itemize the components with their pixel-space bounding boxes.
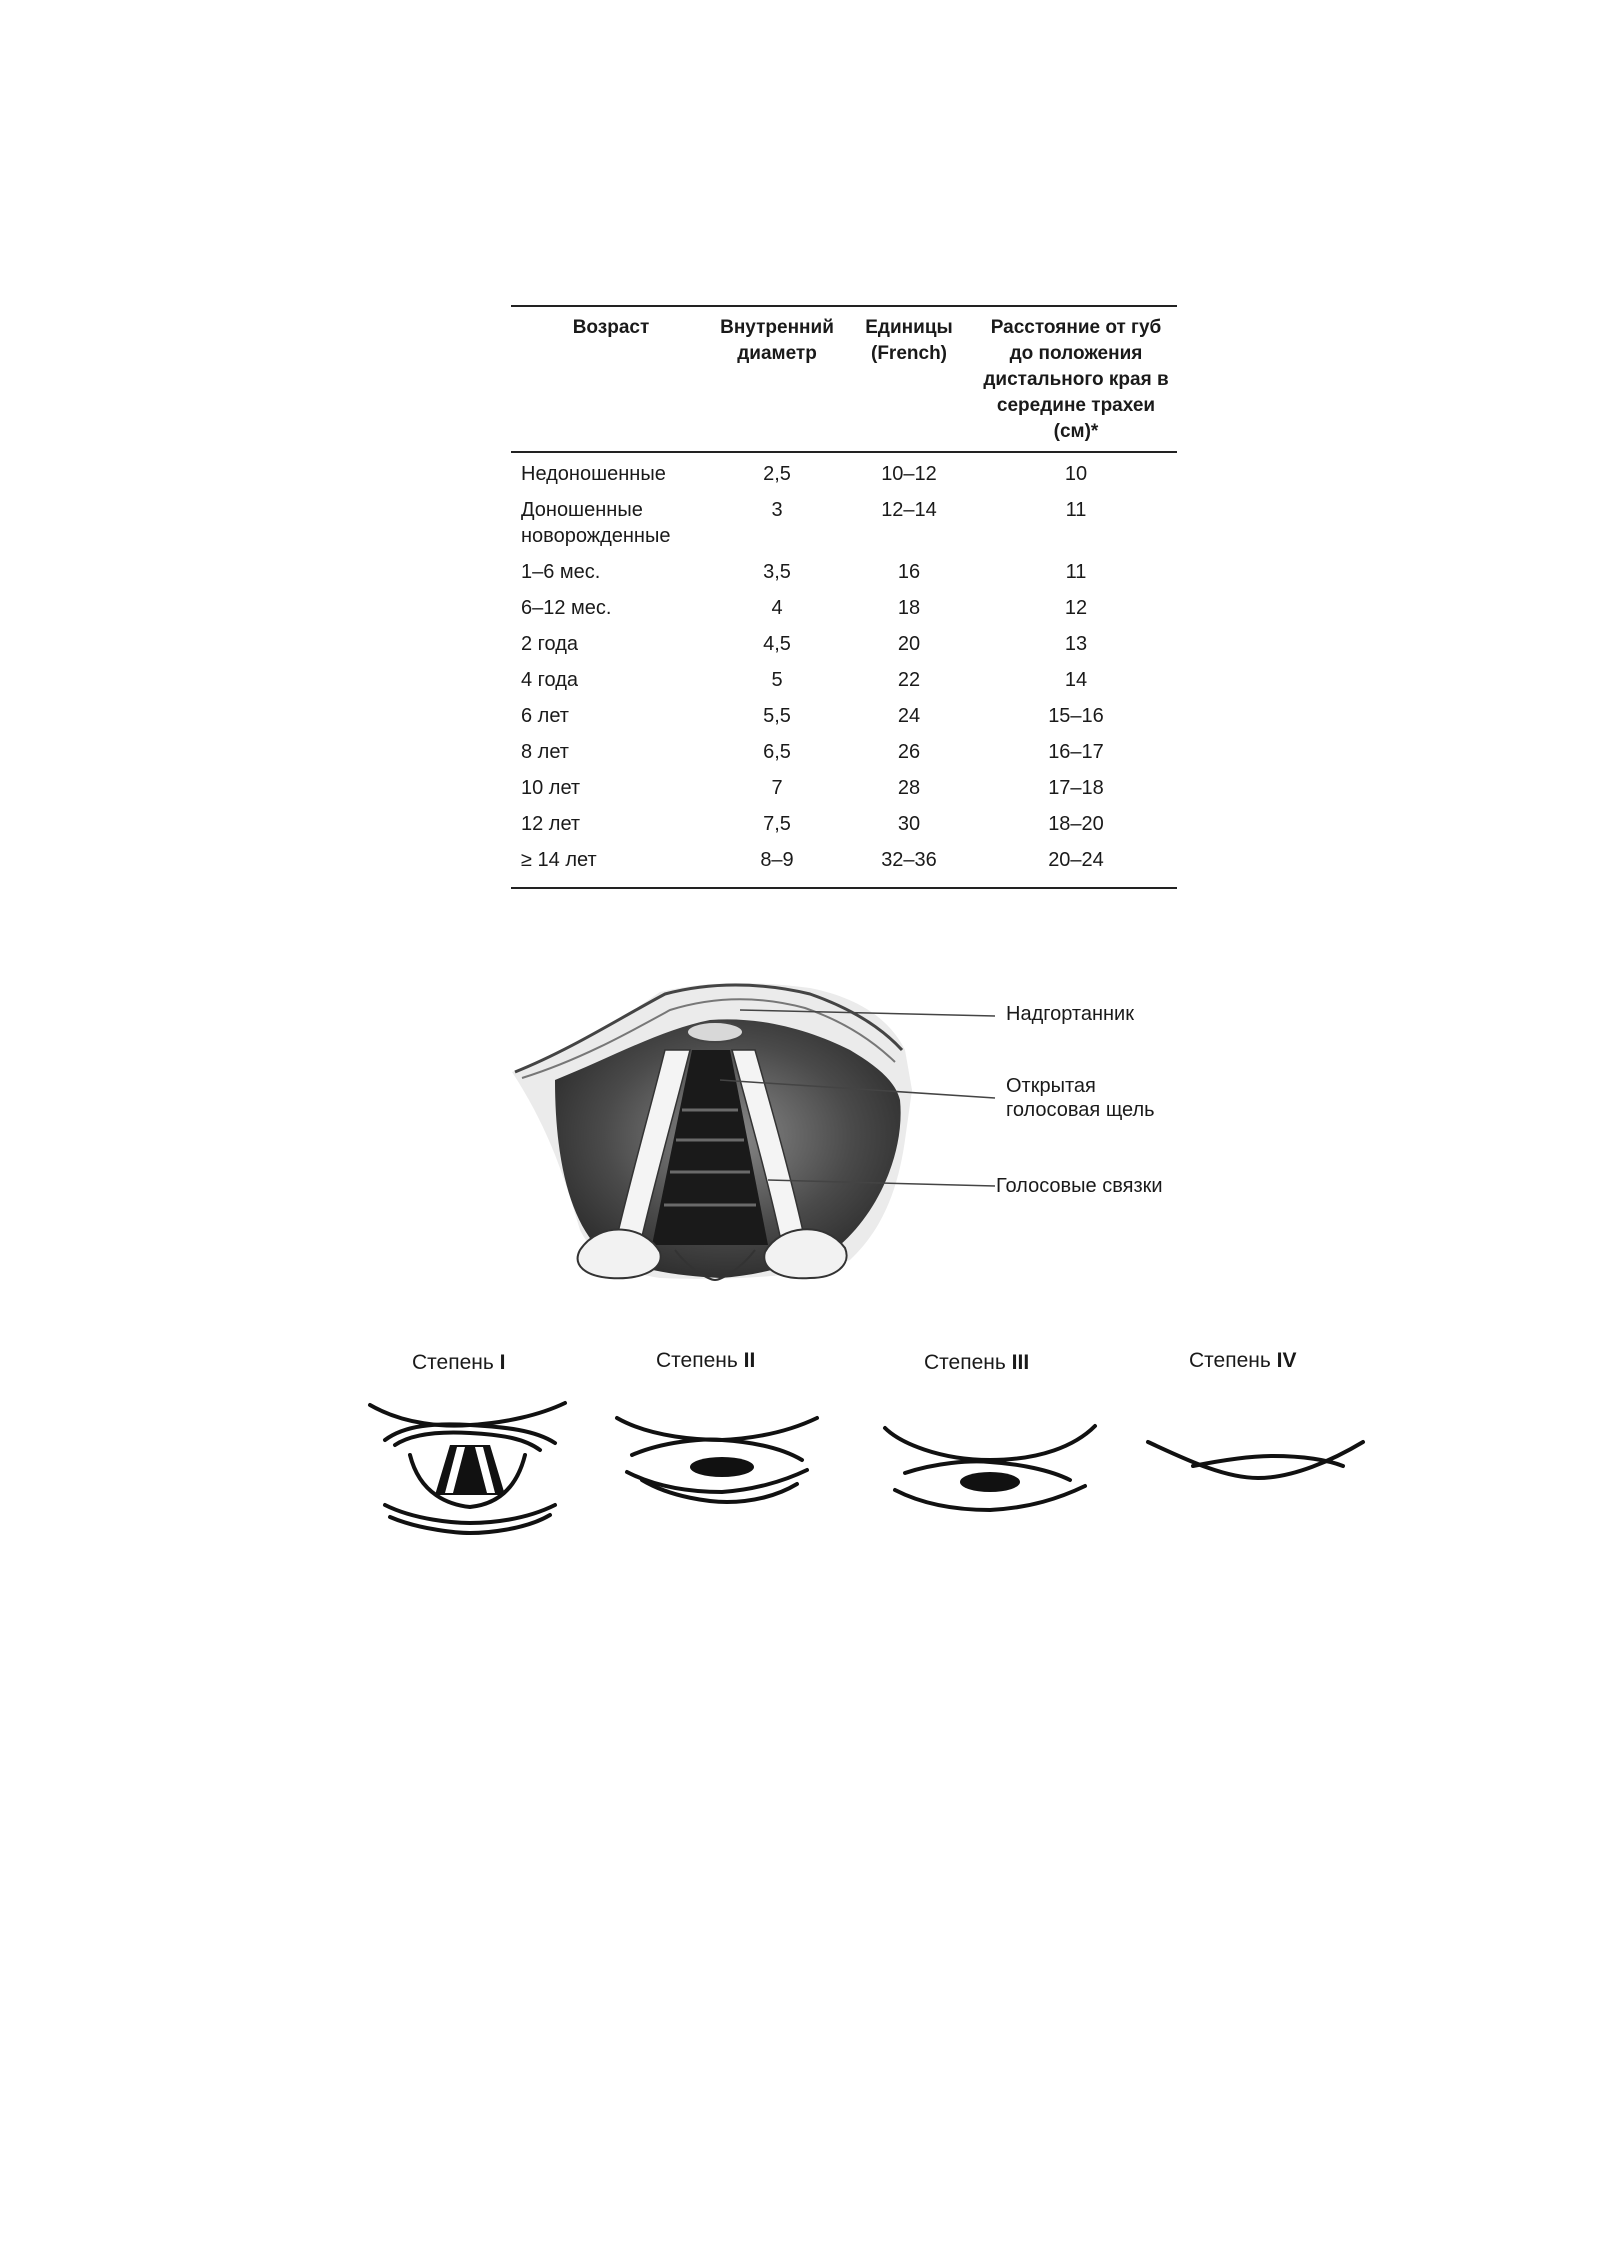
grade-2-drawing xyxy=(612,1410,822,1510)
label-vocal-cords: Голосовые связки xyxy=(996,1175,1163,1197)
cell-french-units: 18 xyxy=(897,597,921,619)
table-header-row xyxy=(511,306,1177,452)
grade-3-drawing xyxy=(880,1418,1100,1518)
cell-inner-diameter: 5,5 xyxy=(763,705,791,727)
table-row-term-newborn xyxy=(511,493,1177,555)
table-body xyxy=(511,452,1177,888)
grade-2-title: Степень II xyxy=(656,1349,756,1372)
cell-french-units: 24 xyxy=(897,705,921,727)
cell-french-units: 10–12 xyxy=(881,463,937,485)
table-row-6-years xyxy=(511,699,1177,735)
cell-lip-distance: 11 xyxy=(1065,561,1087,583)
cell-inner-diameter: 4 xyxy=(771,597,783,619)
tube-size-table xyxy=(511,305,1177,889)
cell-inner-diameter: 2,5 xyxy=(763,463,791,485)
label-open-glottis-line1: Открытая xyxy=(1006,1075,1096,1097)
cell-lip-distance: 17–18 xyxy=(1048,777,1104,799)
header-french-units: Единицы (French) xyxy=(865,317,953,364)
cell-age: 12 лет xyxy=(521,813,581,835)
header-lip-distance: Расстояние от губ до положения дистального края в середине трахеи (см)* xyxy=(983,317,1169,442)
grade-1-title: Степень I xyxy=(412,1351,506,1374)
grade-4-drawing xyxy=(1143,1430,1368,1490)
label-epiglottis: Надгортанник xyxy=(1006,1003,1134,1025)
cell-inner-diameter: 3,5 xyxy=(763,561,791,583)
table-row-1-6-months xyxy=(511,555,1177,591)
cell-french-units: 20 xyxy=(897,633,921,655)
cell-french-units: 32–36 xyxy=(881,849,937,871)
cell-french-units: 30 xyxy=(897,813,921,835)
cell-inner-diameter: 7 xyxy=(771,777,783,799)
table-row-12-years xyxy=(511,807,1177,843)
table-row-8-years xyxy=(511,735,1177,771)
table-row-preterm xyxy=(511,452,1177,493)
grade-4-title: Степень IV xyxy=(1189,1349,1297,1372)
cell-inner-diameter: 5 xyxy=(771,669,783,691)
cell-french-units: 28 xyxy=(897,777,921,799)
cell-inner-diameter: 4,5 xyxy=(763,633,791,655)
cell-inner-diameter: 6,5 xyxy=(763,741,791,763)
cell-lip-distance: 10 xyxy=(1064,463,1088,485)
cell-lip-distance: 15–16 xyxy=(1048,705,1104,727)
cell-age: Недоношенные xyxy=(521,463,666,485)
table-row-10-years xyxy=(511,771,1177,807)
header-age: Возраст xyxy=(572,317,650,338)
cell-lip-distance: 16–17 xyxy=(1048,741,1104,763)
epiglottis-tip xyxy=(687,1022,743,1042)
cell-lip-distance: 14 xyxy=(1064,669,1088,691)
cell-age: ≥ 14 лет xyxy=(521,849,597,871)
cell-inner-diameter: 3 xyxy=(771,499,783,521)
cell-french-units: 16 xyxy=(897,561,921,583)
cell-inner-diameter: 7,5 xyxy=(763,813,791,835)
grade-3-title: Степень III xyxy=(924,1351,1030,1374)
cell-french-units: 12–14 xyxy=(881,499,937,521)
cell-lip-distance: 20–24 xyxy=(1048,849,1104,871)
cell-age: 10 лет xyxy=(521,777,581,799)
cell-lip-distance: 11 xyxy=(1065,499,1087,521)
cell-french-units: 22 xyxy=(897,669,921,691)
cell-age: 8 лет xyxy=(521,741,569,763)
cell-age: 4 года xyxy=(521,669,579,691)
grade-1-drawing xyxy=(365,1395,575,1535)
larynx-figure xyxy=(510,980,1200,1290)
cell-age: 6 лет xyxy=(521,705,569,727)
cell-age: 2 года xyxy=(521,633,579,655)
cell-lip-distance: 18–20 xyxy=(1048,813,1104,835)
larynx-illustration xyxy=(510,980,1200,1290)
table-row-4-years xyxy=(511,663,1177,699)
cell-age: 1–6 мес. xyxy=(521,561,601,583)
table-row-2-years xyxy=(511,627,1177,663)
cell-age: Доношенные новорожденные xyxy=(521,499,671,547)
cell-french-units: 26 xyxy=(897,741,921,763)
cell-lip-distance: 12 xyxy=(1064,597,1088,619)
cell-age: 6–12 мес. xyxy=(521,597,612,619)
table-row-6-12-months xyxy=(511,591,1177,627)
cell-inner-diameter: 8–9 xyxy=(760,849,794,871)
header-inner-diameter: Внутренний диаметр xyxy=(720,317,834,364)
cell-lip-distance: 13 xyxy=(1064,633,1088,655)
table-row-14-plus-years xyxy=(511,843,1177,888)
label-open-glottis-line2: голосовая щель xyxy=(1006,1099,1155,1121)
